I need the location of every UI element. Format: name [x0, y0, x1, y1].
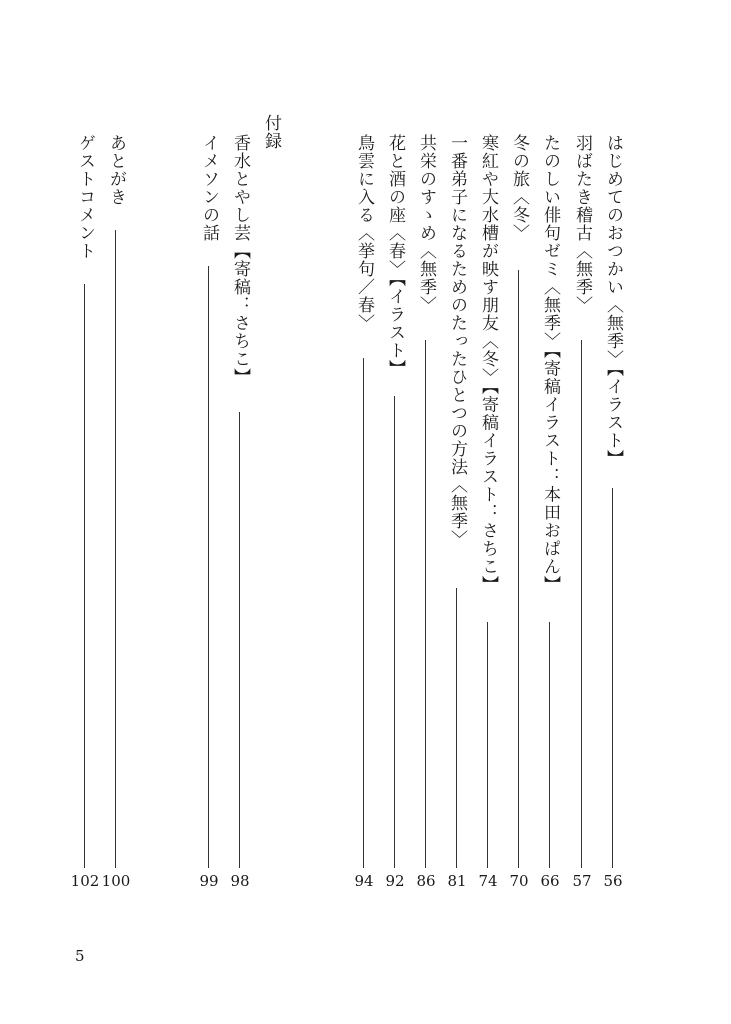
toc-entry-page: 100 — [101, 872, 131, 890]
toc-entry-page: 94 — [354, 872, 374, 890]
toc-entry-title: ゲストコメント — [75, 134, 95, 260]
toc-entry-page: 74 — [478, 872, 498, 890]
toc-entry-title: あとがき — [106, 134, 126, 206]
toc-entry-page: 98 — [230, 872, 250, 890]
toc-entry-title: 香水とやし芸【寄稿：さちこ】 — [230, 134, 250, 386]
toc-entry — [197, 0, 221, 1024]
toc-entry-title: 羽ばたき稽古〈無季〉 — [572, 134, 592, 314]
toc-leader-line — [363, 358, 364, 868]
toc-leader-line — [487, 622, 488, 868]
toc-leader-line — [425, 340, 426, 868]
toc-entry-page: 81 — [447, 872, 467, 890]
toc-leader-line — [456, 588, 457, 868]
page-number: 5 — [75, 947, 85, 965]
toc-entry-title: 鳥雲に入る〈挙句／春〉 — [354, 134, 374, 332]
toc-entry-title: 花と酒の座〈春〉【イラスト】 — [385, 134, 405, 378]
toc-entry-page: 70 — [509, 872, 529, 890]
toc-entry-page: 57 — [572, 872, 592, 890]
toc-entry-page: 66 — [540, 872, 560, 890]
toc-entry-title: イメソンの話 — [199, 134, 219, 242]
toc-entry-page: 102 — [70, 872, 100, 890]
toc-leader-line — [518, 270, 519, 868]
toc-leader-line — [394, 396, 395, 868]
toc-entry-title: 一番弟子になるためのたったひとつの方法〈無季〉 — [447, 134, 467, 548]
toc-entry-title: 共栄のすゝめ〈無季〉 — [416, 134, 436, 314]
toc-leader-line — [581, 340, 582, 868]
toc-entry-page: 56 — [603, 872, 623, 890]
toc-entry-page: 86 — [416, 872, 436, 890]
toc-leader-line — [115, 230, 116, 868]
toc-leader-line — [239, 412, 240, 868]
toc-entry-page: 99 — [199, 872, 219, 890]
toc-entry — [70, 0, 100, 1024]
toc-entry-title: 寒紅や大水槽が映す朋友〈冬〉【寄稿イラスト：さちこ】 — [478, 134, 498, 594]
toc-leader-line — [549, 622, 550, 868]
toc-leader-line — [208, 266, 209, 868]
toc-entry-title: たのしい俳句ゼミ〈無季〉【寄稿イラスト：本田おぱん】 — [540, 134, 560, 594]
toc-entry — [352, 0, 376, 1024]
toc-entry-title: 冬の旅〈冬〉 — [509, 134, 529, 242]
appendix-heading: 付録 — [261, 114, 281, 150]
toc-leader-line — [612, 488, 613, 868]
toc-leader-line — [84, 284, 85, 868]
toc-entry-title: はじめてのおつかい〈無季〉【イラスト】 — [603, 134, 623, 468]
toc-entry-page: 92 — [385, 872, 405, 890]
